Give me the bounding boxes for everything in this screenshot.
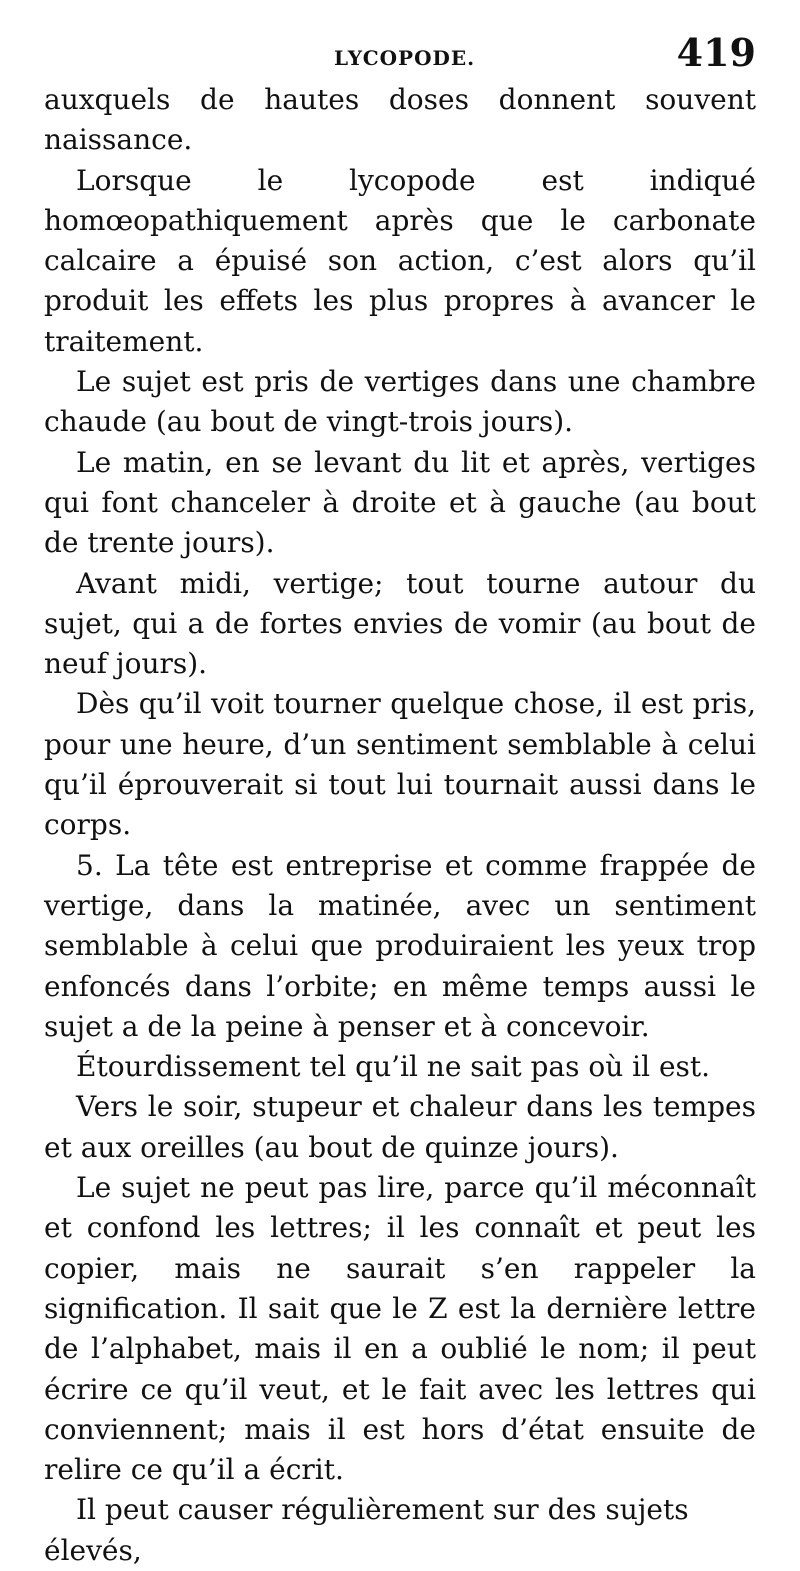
paragraph-head-item-5: 5. La tête est entreprise et comme frappée de vertige, dans la matinée, avec un sentiment semblable à celui que produiraient les yeux trop enfoncés dans l’orbite; en même temps aussi le sujet a de la peine à penser et à concevoir. — [44, 848, 756, 1043]
paragraph-before-noon-vertigo: Avant midi, vertige; tout tourne autour du sujet, qui a de fortes envies de vomir (au bout de neuf jours). — [44, 566, 756, 681]
paragraph-dizziness: Étourdissement tel qu’il ne sait pas où il est. — [76, 1050, 711, 1084]
paragraph-warm-room-vertigo: Le sujet est pris de vertiges dans une chambre chaude (au bout de vingt-trois jours). — [44, 365, 756, 439]
paragraph-turning-sensation: Dès qu’il voit tourner quelque chose, il est pris, pour une heure, d’un sentiment semblable à celui qu’il éprouverait si tout lui tournait aussi dans le corps. — [44, 687, 756, 842]
paragraph-final-line: Il peut causer régulièrement sur des sujets élevés, — [44, 1493, 689, 1567]
paragraph-evening-stupor: Vers le soir, stupeur et chaleur dans les tempes et aux oreilles (au bout de quinze jours). — [44, 1090, 756, 1164]
page-number: 419 — [676, 30, 756, 75]
body-text — [44, 80, 756, 1571]
paragraph-lycopode-action: Lorsque le lycopode est indiqué homœopathiquement après que le carbonate calcaire a épuisé son action, c’est alors qu’il produit les effets les plus propres à avancer le traitement. — [44, 163, 756, 358]
paragraph-continuation: auxquels de hautes doses donnent souvent naissance. — [44, 83, 756, 157]
paragraph-cannot-read: Le sujet ne peut pas lire, parce qu’il méconnaît et confond les lettres; il les connaît et peut les copier, mais ne saurait s’en rappeler la signification. Il sait que le Z est la dernière lettre de l’alphabet, mais il en a oublié le nom; il peut écrire ce qu’il veut, et le fait avec les lettres qui conviennent; mais il est hors d’état ensuite de relire ce qu’il a écrit. — [44, 1171, 756, 1487]
paragraph-morning-vertigo: Le matin, en se levant du lit et après, vertiges qui font chanceler à droite et à gauche (au bout de trente jours). — [44, 445, 756, 560]
running-title: LYCOPODE. — [334, 46, 476, 70]
